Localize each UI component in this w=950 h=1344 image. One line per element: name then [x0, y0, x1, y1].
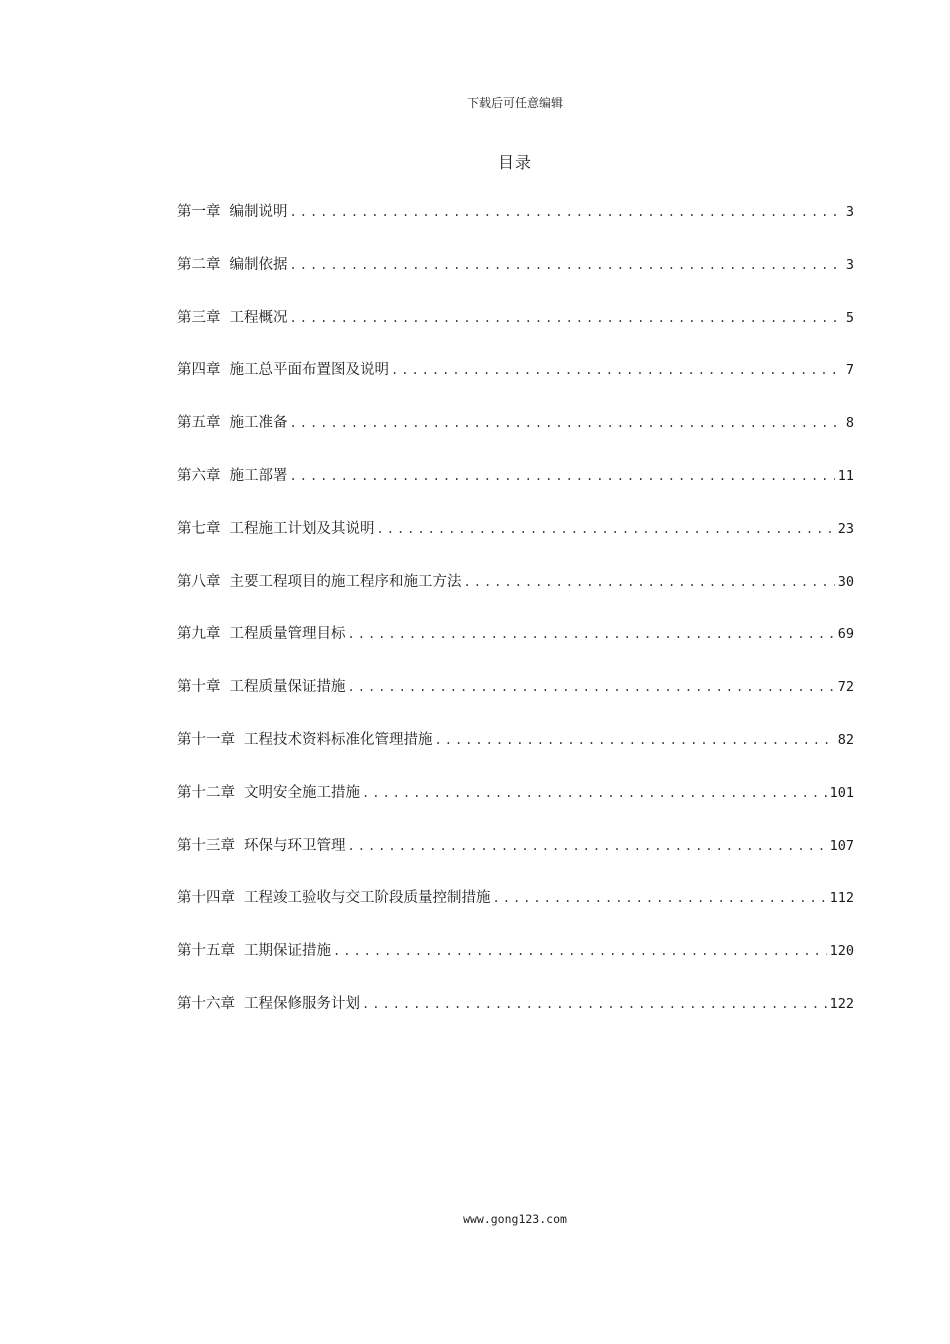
toc-page-number: 7 — [845, 362, 854, 379]
toc-chapter-number: 第十四章 — [177, 890, 235, 907]
toc-leader-dots — [333, 944, 827, 958]
toc-entry-label — [177, 939, 331, 960]
toc-page-number: 107 — [829, 837, 854, 854]
toc-chapter-number: 第五章 — [177, 415, 221, 432]
toc-entry-label — [177, 411, 288, 432]
toc-chapter-number: 第十五章 — [177, 943, 235, 960]
toc-entry-13[interactable] — [177, 834, 854, 887]
toc-chapter-number: 第七章 — [177, 520, 221, 537]
header-note: 下载后可任意编辑 — [466, 96, 563, 110]
toc-chapter-title: 文明安全施工措施 — [244, 784, 360, 801]
toc-page-number: 8 — [845, 415, 854, 432]
toc-page-number: 23 — [837, 520, 854, 537]
toc-leader-dots — [435, 733, 835, 747]
toc-chapter-number: 第四章 — [177, 362, 221, 379]
toc-chapter-number: 第十三章 — [177, 837, 235, 854]
toc-entry-4[interactable] — [177, 358, 854, 411]
toc-leader-dots — [290, 311, 843, 325]
toc-entry-15[interactable] — [177, 939, 854, 992]
toc-page-number: 82 — [837, 731, 854, 748]
toc-chapter-title: 主要工程项目的施工程序和施工方法 — [229, 573, 462, 590]
toc-chapter-title: 工程保修服务计划 — [244, 995, 360, 1012]
toc-page-number: 120 — [829, 943, 854, 960]
page-title: 目录 — [497, 153, 532, 172]
toc-chapter-number: 第十一章 — [177, 731, 235, 748]
toc-leader-dots — [391, 363, 843, 377]
toc-chapter-number: 第二章 — [177, 256, 221, 273]
toc-page-number: 3 — [845, 256, 854, 273]
toc-leader-dots — [377, 522, 835, 536]
toc-chapter-number: 第六章 — [177, 467, 221, 484]
toc-page-number: 69 — [837, 626, 854, 643]
toc-chapter-title: 工期保证措施 — [244, 943, 331, 960]
toc-leader-dots — [290, 469, 835, 483]
toc-page-number: 122 — [829, 995, 854, 1012]
toc-entry-label — [177, 622, 346, 643]
toc-entry-label — [177, 886, 491, 907]
toc-page-number: 72 — [837, 679, 854, 696]
toc-entry-label — [177, 517, 375, 538]
toc-leader-dots — [362, 786, 827, 800]
toc-chapter-number: 第十二章 — [177, 784, 235, 801]
toc-leader-dots — [348, 627, 835, 641]
toc-entry-1[interactable] — [177, 200, 854, 253]
toc-chapter-title: 工程竣工验收与交工阶段质量控制措施 — [244, 890, 491, 907]
toc-chapter-number: 第十章 — [177, 679, 221, 696]
toc-page-number: 11 — [837, 467, 854, 484]
toc-page-number: 5 — [845, 309, 854, 326]
toc-chapter-title: 编制依据 — [229, 256, 288, 273]
toc-entry-label — [177, 728, 433, 749]
toc-chapter-title: 工程施工计划及其说明 — [229, 520, 375, 537]
toc-entry-label — [177, 358, 389, 379]
toc-entry-8[interactable] — [177, 570, 854, 623]
toc-entry-label — [177, 781, 360, 802]
toc-entry-9[interactable] — [177, 622, 854, 675]
toc-entry-14[interactable] — [177, 886, 854, 939]
toc-chapter-title: 工程质量保证措施 — [229, 679, 346, 696]
toc-leader-dots — [290, 205, 843, 219]
toc-leader-dots — [493, 891, 827, 905]
toc-leader-dots — [464, 575, 835, 589]
toc-chapter-title: 环保与环卫管理 — [244, 837, 346, 854]
toc-chapter-title: 编制说明 — [229, 204, 288, 220]
toc-chapter-title: 工程技术资料标准化管理措施 — [244, 731, 433, 748]
toc-entry-label — [177, 992, 360, 1013]
toc-page-number: 30 — [837, 573, 854, 590]
toc-entry-5[interactable] — [177, 411, 854, 464]
footer-url: www.gong123.com — [463, 1212, 567, 1226]
toc-entry-16[interactable] — [177, 992, 854, 1045]
toc-entry-11[interactable] — [177, 728, 854, 781]
toc-chapter-title: 工程质量管理目标 — [229, 626, 346, 643]
toc-chapter-number: 第八章 — [177, 573, 221, 590]
toc-entry-label — [177, 200, 288, 221]
toc-entry-12[interactable] — [177, 781, 854, 834]
toc-entry-label — [177, 306, 288, 327]
toc-entry-2[interactable] — [177, 253, 854, 306]
toc-entry-label — [177, 464, 288, 485]
toc-chapter-title: 施工准备 — [229, 415, 288, 432]
toc-chapter-title: 施工部署 — [229, 467, 288, 484]
toc-entry-7[interactable] — [177, 517, 854, 570]
toc-chapter-number: 第一章 — [177, 204, 221, 220]
toc-entry-label — [177, 675, 346, 696]
toc-chapter-number: 第三章 — [177, 309, 221, 326]
toc-page-number: 112 — [829, 890, 854, 907]
toc-entry-label — [177, 570, 462, 591]
toc-leader-dots — [362, 997, 827, 1011]
toc-chapter-number: 第十六章 — [177, 995, 235, 1012]
toc-entry-3[interactable] — [177, 306, 854, 359]
toc-page-number: 101 — [829, 784, 854, 801]
toc-leader-dots — [290, 416, 843, 430]
toc-entry-label — [177, 834, 346, 855]
toc-chapter-number: 第九章 — [177, 626, 221, 643]
toc-entry-10[interactable] — [177, 675, 854, 728]
toc-chapter-title: 施工总平面布置图及说明 — [229, 362, 389, 379]
toc-leader-dots — [348, 680, 835, 694]
toc-leader-dots — [290, 258, 843, 272]
toc-entry-label — [177, 253, 288, 274]
toc-page-number: 3 — [845, 204, 854, 220]
table-of-contents — [177, 200, 854, 1045]
toc-leader-dots — [348, 839, 827, 853]
toc-chapter-title: 工程概况 — [229, 309, 288, 326]
toc-entry-6[interactable] — [177, 464, 854, 517]
